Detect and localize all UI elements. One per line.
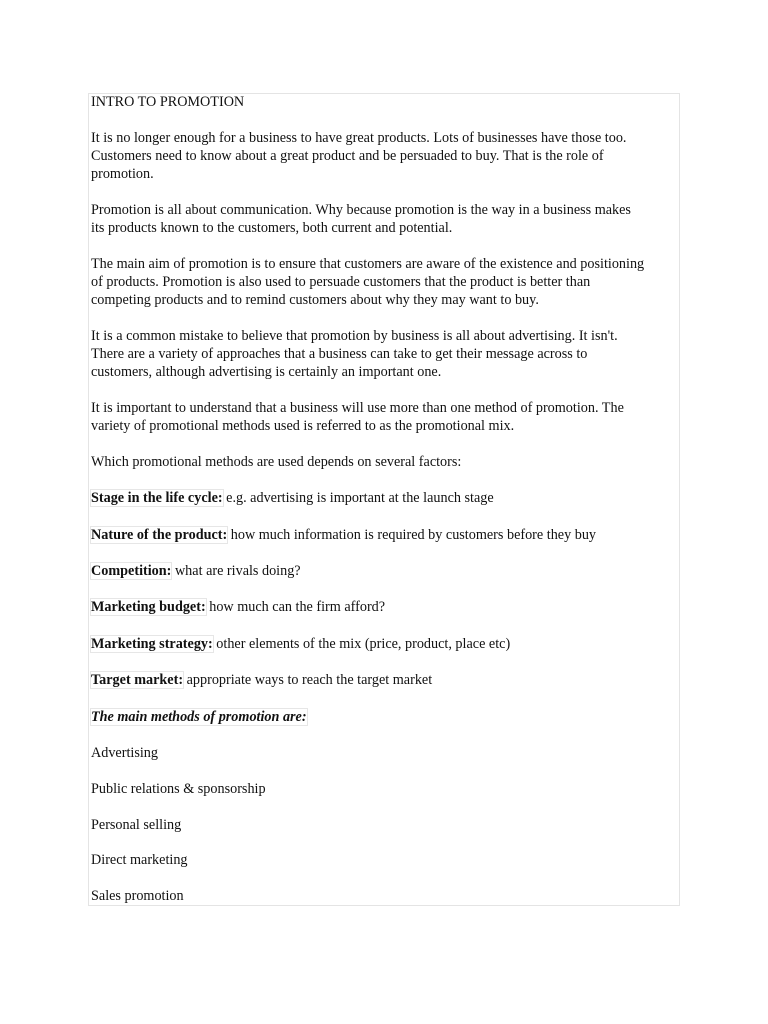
method-item: Direct marketing [91,852,188,868]
factor-text: what are rivals doing? [171,563,301,579]
paragraph-3-line-1: The main aim of promotion is to ensure that customers are aware of the existence and positioning [91,256,645,272]
factor-label: Marketing strategy: [91,636,213,652]
paragraph-1-line-1: It is no longer enough for a business to have great products. Lots of businesses have those too. [91,130,627,146]
paragraph-1-line-3: promotion. [91,166,154,182]
factor-text: e.g. advertising is important at the launch stage [222,490,494,506]
factor-label: Nature of the product: [91,527,228,543]
method-item: Public relations & sponsorship [91,781,266,797]
paragraph-1-line-2: Customers need to know about a great product and be persuaded to buy. That is the role of [91,148,604,164]
method-item: Sales promotion [91,888,184,904]
factor-item [91,598,385,616]
paragraph-3-line-3: competing products and to remind customers about why they may want to buy. [91,292,539,308]
factor-label: Target market: [91,672,184,688]
factor-text: how much can the firm afford? [205,599,386,615]
factor-text: how much information is required by customers before they buy [227,527,597,543]
method-item: Personal selling [91,817,182,833]
factors-intro: Which promotional methods are used depends on several factors: [91,454,462,470]
factor-item [91,562,301,580]
document-title: INTRO TO PROMOTION [91,94,245,110]
paragraph-4-line-1: It is a common mistake to believe that promotion by business is all about advertising. It isn't. [91,328,618,344]
paragraph-5-line-2: variety of promotional methods used is referred to as the promotional mix. [91,418,515,434]
factor-item [91,635,510,653]
factor-text: appropriate ways to reach the target market [183,672,433,688]
methods-heading-text: The main methods of promotion are: [91,709,307,725]
paragraph-5-line-1: It is important to understand that a business will use more than one method of promotion. The [91,400,624,416]
factor-label: Competition: [91,563,172,579]
factor-label: Marketing budget: [91,599,206,615]
factor-text: other elements of the mix (price, product, place etc) [212,636,511,652]
paragraph-4-line-2: There are a variety of approaches that a business can take to get their message across to [91,346,588,362]
factor-item [91,489,494,507]
paragraph-3-line-2: of products. Promotion is also used to persuade customers that the product is better than [91,274,591,290]
paragraph-4-line-3: customers, although advertising is certainly an important one. [91,364,442,380]
method-item: Advertising [91,745,158,761]
methods-heading [91,708,307,726]
factor-item [91,671,432,689]
factor-item [91,526,596,544]
paragraph-2-line-2: its products known to the customers, both current and potential. [91,220,453,236]
factor-label: Stage in the life cycle: [91,490,223,506]
paragraph-2-line-1: Promotion is all about communication. Why because promotion is the way in a business makes [91,202,631,218]
